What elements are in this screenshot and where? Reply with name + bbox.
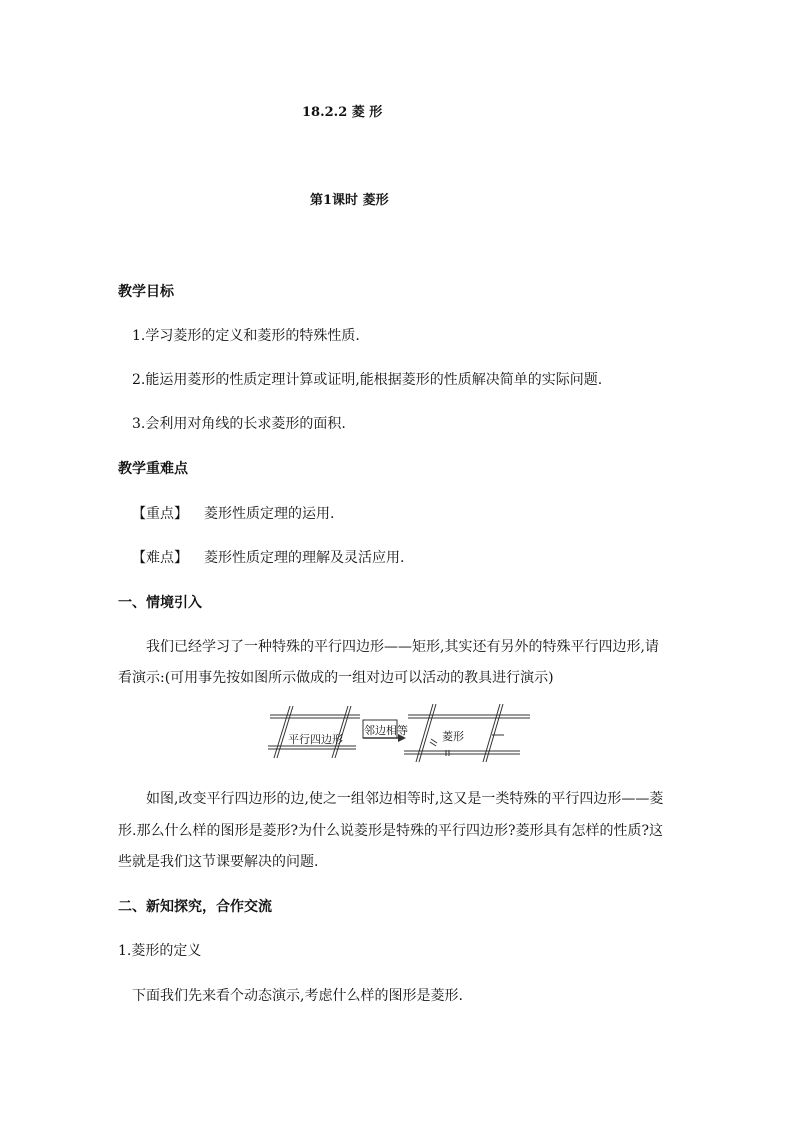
- lesson-title: 第1课时 菱形: [310, 193, 389, 208]
- figure-arrow-label: 邻边相等: [364, 724, 408, 737]
- explore-heading: 二、新知探究，合作交流: [118, 899, 272, 915]
- section-title: 18.2.2 菱 形: [302, 105, 383, 120]
- intro-paragraph-line: 形.那么什么样的图形是菱形?为什么说菱形是特殊的平行四边形?菱形具有怎样的性质?这: [118, 823, 663, 839]
- difficulty-label: 【难点】: [132, 550, 188, 566]
- intro-paragraph-line: 些就是我们这节课要解决的问题.: [118, 854, 319, 870]
- intro-heading: 一、情境引入: [118, 595, 202, 611]
- intro-paragraph-line: 如图,改变平行四边形的边,使之一组邻边相等时,这又是一类特殊的平行四边形——菱: [146, 791, 664, 807]
- objective-item: 3.会利用对角线的长求菱形的面积.: [132, 416, 346, 432]
- intro-paragraph-line: 我们已经学习了一种特殊的平行四边形——矩形,其实还有另外的特殊平行四边形,请: [146, 639, 659, 655]
- figure-right-label: 菱形: [442, 730, 464, 743]
- explore-text: 下面我们先来看个动态演示,考虑什么样的图形是菱形.: [132, 988, 463, 1004]
- focus-text: 菱形性质定理的运用.: [204, 506, 335, 522]
- parallelogram-to-rhombus-figure: [268, 702, 534, 768]
- focus-label: 【重点】: [132, 506, 188, 522]
- objective-item: 1.学习菱形的定义和菱形的特殊性质.: [132, 328, 360, 344]
- objectives-heading: 教学目标: [118, 284, 174, 300]
- explore-subheading: 1.菱形的定义: [118, 943, 202, 959]
- intro-paragraph-line: 看演示:(可用事先按如图所示做成的一组对边可以活动的教具进行演示): [118, 670, 554, 686]
- key-points-heading: 教学重难点: [118, 461, 188, 477]
- difficulty-text: 菱形性质定理的理解及灵活应用.: [204, 550, 405, 566]
- figure-left-label: 平行四边形: [288, 733, 343, 746]
- objective-item: 2.能运用菱形的性质定理计算或证明,能根据菱形的性质解决简单的实际问题.: [132, 372, 603, 388]
